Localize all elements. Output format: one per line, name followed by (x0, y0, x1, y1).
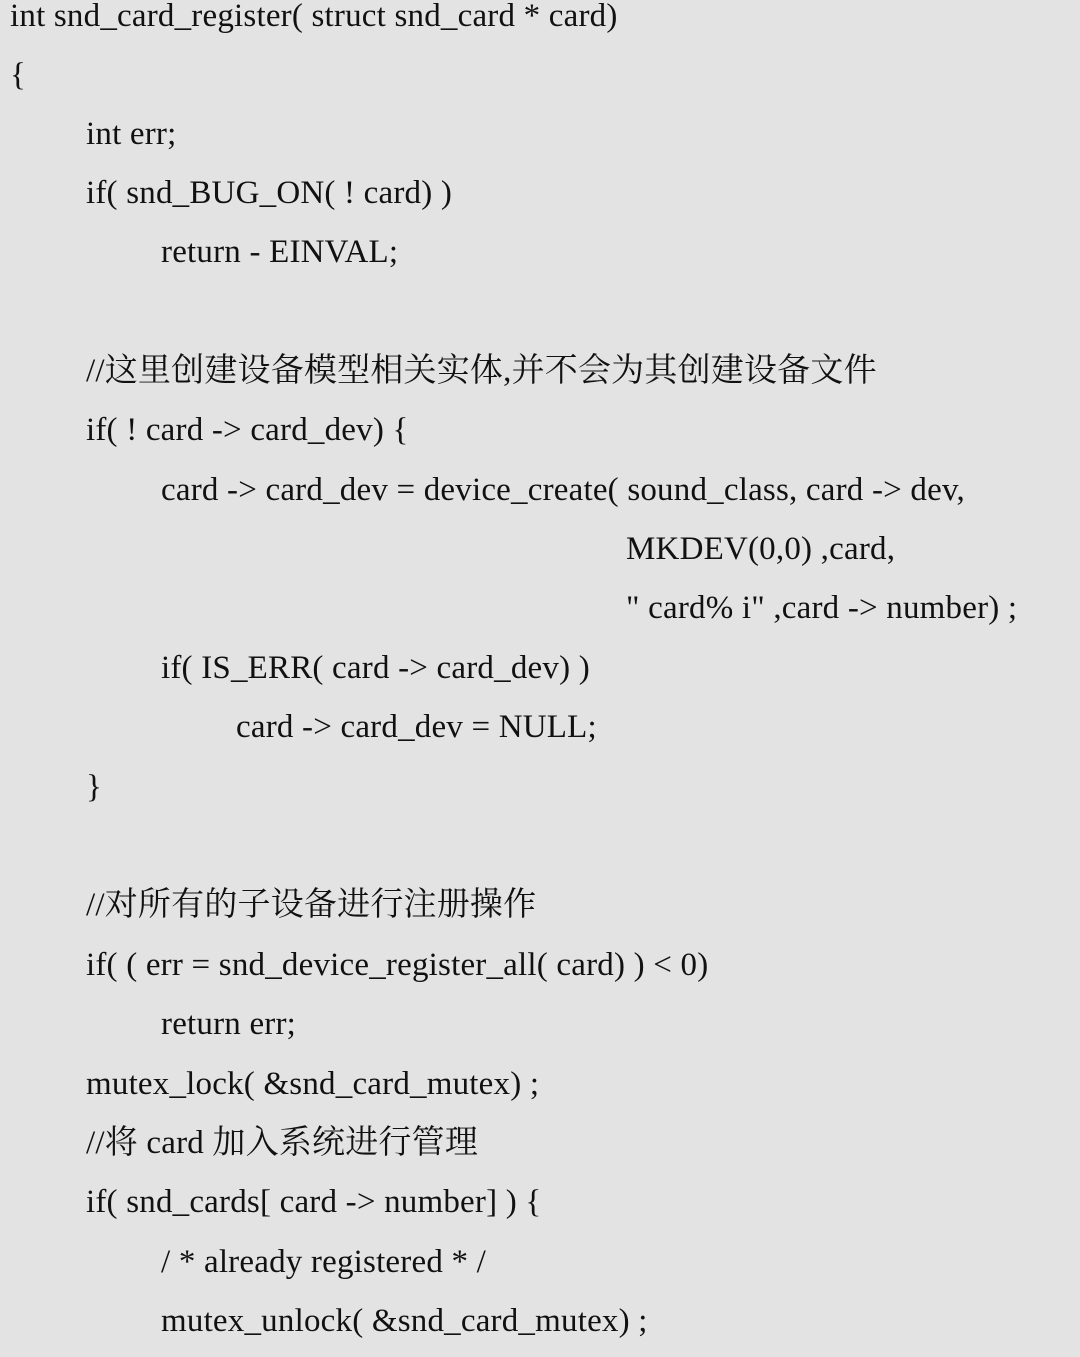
code-line-close-brace: } (86, 769, 103, 805)
code-line-return-einval: return - EINVAL; (161, 234, 399, 270)
code-line-declare-err: int err; (86, 116, 177, 152)
code-line-mutex-unlock: mutex_unlock( &snd_card_mutex) ; (161, 1303, 648, 1339)
code-line-mutex-lock: mutex_lock( &snd_card_mutex) ; (86, 1066, 540, 1102)
code-line-comment-add-card: //将 card 加入系统进行管理 (86, 1125, 479, 1161)
code-line-function-signature: int snd_card_register( struct snd_card * card) (10, 0, 618, 34)
code-line-device-create: card -> card_dev = device_create( sound_class, card -> dev, (161, 472, 965, 508)
code-line-mkdev-args: MKDEV(0,0) ,card, (626, 531, 896, 567)
code-line-return-err: return err; (161, 1006, 297, 1042)
code-line-if-no-card-dev: if( ! card -> card_dev) { (86, 412, 409, 448)
code-line-is-err-check: if( IS_ERR( card -> card_dev) ) (161, 650, 590, 686)
code-line-format-args: " card% i" ,card -> number) ; (626, 590, 1018, 626)
code-line-register-all: if( ( err = snd_device_register_all( card) ) < 0) (86, 947, 709, 983)
code-line-bug-check: if( snd_BUG_ON( ! card) ) (86, 175, 453, 211)
code-line-comment-already-registered: / * already registered * / (161, 1244, 486, 1280)
code-line-comment-device-model: //这里创建设备模型相关实体,并不会为其创建设备文件 (86, 353, 877, 389)
code-line-set-null: card -> card_dev = NULL; (236, 709, 597, 745)
code-line-if-already-registered: if( snd_cards[ card -> number] ) { (86, 1184, 542, 1220)
code-line-comment-register-subdevices: //对所有的子设备进行注册操作 (86, 887, 537, 923)
code-line-open-brace: { (10, 57, 27, 93)
